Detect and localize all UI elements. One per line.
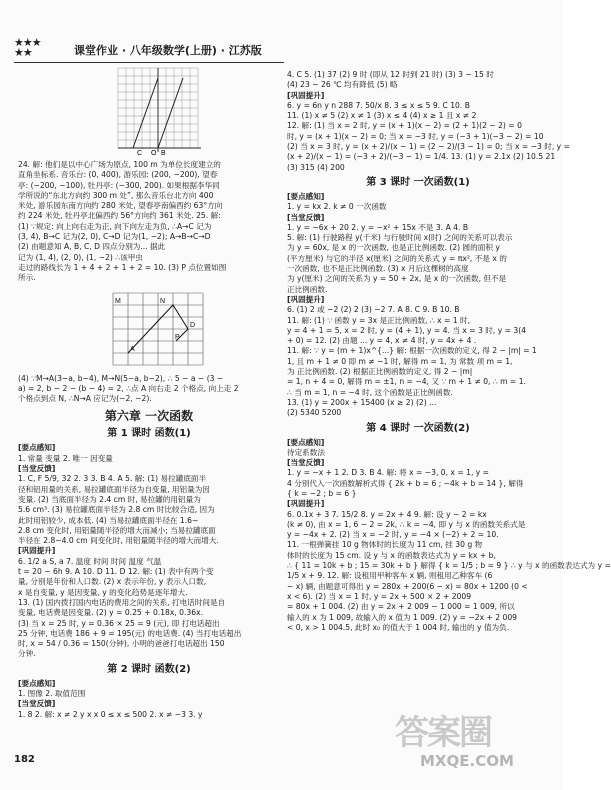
grid-label-m: M [115, 297, 121, 305]
q24-line: 24. 解: 他们是以中心广场为原点, 100 m 为单位长度建立的 [18, 160, 221, 169]
tag-consolidate: [巩固提升] [287, 499, 325, 509]
header-title: 课堂作业 · 八年级数学(上册) · 江苏版 [74, 44, 262, 57]
tag-consolidate: [巩固提升] [287, 294, 325, 304]
q24-line: (3, 4), B→C 记为(2, 0), C→D 记为(1, −2); A→B→C→D [18, 232, 211, 242]
chapter-title: 第六章 一次函数 [104, 409, 194, 424]
q24-line: 约 224 米处, 牡丹亭北偏西约 56°方向约 361 米处. 25. 解: [18, 211, 221, 221]
grid-label-n: N [160, 297, 166, 305]
lesson2-improve-line: 6. y = 6n y n 288 7. 50/x 8. 3 ≤ x ≤ 5 9. C 10. B [287, 100, 470, 110]
tag-key-points: [要点感知] [287, 191, 325, 201]
section-title-lesson2: 第 2 课时 函数(2) [107, 663, 191, 675]
tag-consolidate: [巩固提升] [287, 90, 325, 100]
lesson1-feedback-line: 变量. (2) 当底面半径为 2.4 cm 时, 易拉罐的用铝量为 [18, 494, 201, 504]
section-title-lesson4: 第 4 课时 一次函数(2) [366, 422, 470, 434]
stars-decoration-icon: ★★★ ★★ [14, 36, 41, 59]
q24-line: 亭: (−200, −100), 牡丹亭: (−300, 200). 如果根据李华同 [18, 180, 220, 190]
graph-label-o: O [151, 150, 157, 157]
q4-line: a) = 2, b − 2 − (b − 4) = 2, ∴点 A 向右走 2 个格点, 向上走 2 [18, 383, 239, 393]
lesson4-improve-line: 1/5 x + 9. 12. 解: 设租用甲种客车 x 辆, 则租用乙种客车 (6 [287, 571, 493, 581]
lesson1-improve-line: 6. 1/2 a S, a 7. 温度 时间 时间 温度 气温 [18, 556, 162, 566]
lesson3-feedback-line: 为 y = 60x, 是 x 的一次函数, 也是正比例函数. (2) 圆的面积 y [287, 243, 500, 253]
lesson4-improve-line: y = −4x + 2. (2) 当 x = −2 时, y = −4 × (−2) + 2 = 10. [287, 530, 499, 540]
lesson4-improve-line: ∴ { 11 = 10k + b ; 15 = 30k + b } 解得 { k = 1/5 ; b = 9 } ∴ y 与 x 的函数表达式为 y = [287, 561, 611, 571]
lesson4-improve-line: 11. 一根弹簧挂 10 g 物体时的长度为 11 cm, 挂 30 g 物 [287, 540, 483, 550]
lesson3-basic-line: 1. y = kx 2. k ≠ 0 一次函数 [287, 202, 387, 212]
lesson4-improve-line: 体时的长度为 15 cm. 设 y 与 x 的函数表达式为 y = kx + b, [287, 550, 496, 560]
right-top-line: (4) 23 ~ 26 ℃ 均有降低 (5) 略 [287, 80, 398, 90]
lesson1-improve-line: 13. (1) 国内拨打国内电话的费用之间的关系, 打电话时间是自 [18, 597, 226, 607]
tag-in-class: [当堂反馈] [18, 699, 56, 709]
header-rule [14, 62, 284, 63]
lesson1-feedback-line: 5.6 cm³. (3) 易拉罐底面半径为 2.8 cm 时比较合适, 因为 [18, 505, 215, 515]
lesson1-feedback-line: 2.8 cm 变化时, 用铝量随半径的增大而减小; 当易拉罐底面 [18, 525, 216, 535]
lesson4-feedback-line: 1. y = −x + 1 2. D 3. B 4. 解: 将 x = −3, 0, x = 1, y = [287, 468, 490, 478]
q24-line: 米处, 游乐园东南方向约 280 米处, 望春亭南偏西约 63°方向 [18, 201, 223, 211]
right-top-line: 4. C 5. (1) 37 (2) 9 时 (即从 12 时到 21 时) (3) 3 ~ 15 时 [287, 70, 494, 79]
grid-label-p: P [175, 333, 180, 341]
lesson2-improve-line: (x + 2)/(x − 1) = (−3 + 2)/(−3 − 1) = 1/4. 13. (1) y = 2.1x (2) 10.5 21 [287, 152, 556, 162]
lesson4-feedback-line: 4 分别代入一次函数解析式得 { 2k + b = 6 ; −4k + b = 14 }, 解得 [287, 478, 524, 488]
lesson3-feedback-line: 1. y = −6x + 20 2. y = −x² + 15x 不是 3. A 4. B [287, 222, 469, 232]
grid-label-d: D [190, 321, 196, 329]
lesson1-feedback-line: 半径在 2.8~4.0 cm 间变化时, 用铝量随半径的增大而增大. [18, 536, 219, 546]
lesson3-improve-line: ∴ 当 m = 1, n = −4 时, 这个函数是正比例函数. [287, 387, 453, 397]
section-title-lesson3: 第 3 课时 一次函数(1) [366, 176, 470, 188]
q24-line: 所示. [18, 273, 36, 283]
lesson3-feedback-line: 5. 解: (1) 行驶路程 y(千米) 与行驶时间 x(时) 之间的关系可以表示 [287, 233, 513, 243]
tag-key-points: [要点感知] [18, 443, 56, 453]
lesson4-improve-line: (k ≠ 0), 由 x = 1, 6 − 2 = 2k, ∴ k = −4, 即 y 与 x 的函数关系式是 [287, 519, 526, 529]
lesson3-improve-line: 11. 解: ∵ y = (m + 1)x^{...} 解: 根据一次函数的定义, 得 2 − |m| = 1 [287, 346, 537, 356]
lesson1-feedback-line: 径和铝用量的关系, 易拉罐底面半径为自变量, 用铝量为因 [18, 484, 210, 494]
watermark-url: MXQE.COM [420, 752, 514, 770]
lesson3-improve-line: 1, 且 m + 1 ≠ 0 即 m ≠ −1 时, 解得 m = 1, 为 常数 项 m = 1, [287, 356, 513, 366]
lesson3-feedback-line: 一次函数, 也不是正比例函数. (3) x 月后这棵树的高度 [287, 264, 469, 274]
grid-svg [110, 290, 205, 368]
q24-line: 记为 (1, 4), (2, 0), (1, −2) ∴该甲虫 [18, 252, 143, 262]
tag-in-class: [当堂反馈] [287, 212, 325, 222]
lesson4-improve-line: < 0, x > 1 004.5, 此时 x₀ 的值大于 1 004 时, 输出的 y 值为负. [287, 622, 510, 632]
lesson1-improve-line: (3) 当 x = 25 时, y = 0.36 × 25 = 9 (元), 即 打电话超出 [18, 618, 220, 628]
lesson4-improve-line: 输入的 x 为 1 009, 故输入的 x 值为 1 009. (2) y = −2x + 2 009 [287, 612, 518, 622]
lesson1-feedback-line: 此时用铝较少, 成本低. (4) 当易拉罐底面半径在 1.6~ [18, 515, 199, 525]
lesson1-improve-line: t = 20 − 6h 9. A 10. D 11. D 12. 解: (1) 表中有两个变 [18, 567, 214, 577]
q24-line: (2) 由题意知 A, B, C, D 四点分别为... 据此 [18, 242, 166, 252]
lesson2-improve-line: (3) 315 (4) 200 [287, 162, 345, 172]
lesson2-basic-line: 1. 图像 2. 取值范围 [18, 688, 86, 698]
lesson4-feedback-line: { k = −2 ; b = 6 } [287, 488, 357, 498]
q4-line: 个格点到点 N, ∴N→A 应记为(−2, −2). [18, 394, 152, 404]
lesson2-improve-line: 12. 解: (1) 当 x = 2 时, y = (x + 1)(x − 2) = (2 + 1)(2 − 2) = 0 [287, 121, 522, 131]
lesson2-improve-line: (2) 当 x = 3 时, y = (x + 2)/(x − 1) = (2 − 2)/(3 − 1) = 0; 当 x = −3 时, y = [287, 142, 570, 152]
lesson1-improve-line: 分钟. [18, 649, 36, 659]
q24-line: 直角坐标系. 音乐台: (0, 400), 游乐园: (200, −200), 望春 [18, 170, 218, 180]
lesson4-improve-line: = 80x + 1 004. (2) 由 y = 2x + 2 009 − 1 000 = 1 009, 所以 [287, 602, 515, 612]
lesson1-feedback-line: 1. C, F 5/9, 32 2. 3 3. B 4. A 5. 解: (1) 易拉罐底面半 [18, 474, 207, 484]
tag-key-points: [要点感知] [18, 678, 56, 688]
lesson1-improve-line: 25 分钟, 电话费 186 + 9 = 195(元) 的电话费. (4) 当打电话超出 [18, 628, 242, 638]
lesson1-improve-line: 量, 分别是年份和人口数. (2) x 表示年份, y 表示人口数, [18, 577, 207, 587]
tag-in-class: [当堂反馈] [287, 458, 325, 468]
lesson1-improve-line: 时, x = 54 / 0.36 = 150(分钟), 小明的爸爸打电话超出 150 [18, 639, 225, 649]
lesson4-basic-line: 待定系数法 [287, 447, 325, 457]
lesson1-basic-line: 1. 常量 变量 2. 唯一 因变量 [18, 453, 113, 463]
lesson3-improve-line: 6. (1) 2 或 −2 (2) 2 (3) −2 7. A 8. C 9. B 10. B [287, 305, 460, 315]
grid-path-figure [110, 290, 205, 368]
q24-line: 学所说的“东北方向约 300 m 处”, 那么音乐台北方向 400 [18, 190, 214, 200]
lesson3-improve-line: 13. (1) y = 200x + 15400 (x ≥ 2) (2) ... [287, 397, 437, 407]
lesson3-feedback-line: (平方厘米) 与它的半径 x(厘米) 之间的关系式 y = πx², 不是 x 的 [287, 253, 507, 263]
left-column [18, 68, 280, 750]
grid-label-a: A [130, 345, 135, 353]
lesson2-feedback-line: 1. 8 2. 解: x ≠ 2 y x x 0 ≤ x ≤ 500 2. x ≠ −3 3. y [18, 709, 203, 719]
section-title-lesson1: 第 1 课时 函数(1) [107, 428, 191, 440]
q24-line: 走过的路线长为 1 + 4 + 2 + 1 + 2 = 10. (3) P 点位置如图 [18, 262, 227, 272]
lesson3-improve-line: (2) 5340 5200 [287, 408, 342, 418]
tag-consolidate: [巩固提升] [18, 546, 56, 556]
watermark-logo: 答案圈 [395, 713, 491, 753]
lesson3-improve-line: 11. 解: (1) ∵ 函数 y = 3x 是正比例函数, ∴ x = 1 时, [287, 315, 471, 325]
lesson1-improve-line: 变量, 电话费是因变量. (2) y = 0.25 + 0.18x, 0.36x. [18, 608, 203, 618]
graph-label-b: B [161, 150, 166, 157]
graph-svg [113, 68, 208, 156]
tag-in-class: [当堂反馈] [18, 464, 56, 474]
coordinate-graph-figure [113, 68, 208, 156]
lesson3-improve-line: 为 正比例函数. (2) 根据正比例函数的定义, 得 2 − |m| [287, 367, 473, 377]
lesson4-improve-line: x < 6). (2) 当 x = 1 时, y = 2x + 500 × 2 + 2009 [287, 591, 472, 601]
lesson1-improve-line: x 是自变量, y 是因变量, y 的变化趋势是逐年增大. [18, 587, 188, 597]
right-column [287, 70, 611, 760]
lesson3-feedback-line: 正比例函数. [287, 284, 328, 294]
lesson2-improve-line: 11. (1) x ≠ 5 (2) x ≠ 1 (3) x ≤ 4 (4) x ≥ 1 且 x ≠ 2 [287, 111, 477, 121]
lesson4-improve-line: − x) 辆, 由题意可得出 y = 280x + 200(6 − x) = 80x + 1200 (0 < [287, 581, 528, 591]
page-header [14, 36, 284, 62]
lesson2-improve-line: 时, y = (x + 1)(x − 2) = 0; 当 x = −3 时, y = (−3 + 1)(−3 − 2) = 10 [287, 131, 544, 141]
tag-key-points: [要点感知] [287, 437, 325, 447]
q4-line: (4) ∵M→A(3−a, b−4), M→N(5−a, b−2), ∴ 5 − a − (3 − [18, 373, 224, 383]
page-number: 182 [14, 754, 35, 765]
lesson3-feedback-line: 为 y(厘米) 之间的关系为 y = 50 + 2x, 是 x 的一次函数, 但不是 [287, 274, 507, 284]
lesson4-improve-line: 6. 0.1x + 3 7. 15/2 8. y = 2x + 4 9. 解: 设 y − 2 = kx [287, 509, 487, 519]
q24-line: (1) ∵规定: 向上向右走为正, 向下向左走为负, ∴A→C 记为 [18, 221, 212, 231]
lesson3-improve-line: + 0) = 12. (2) 由题 ... y = 4, x ≠ 4 时, y = 4x + 4 . [287, 336, 477, 346]
graph-label-c: C [137, 150, 143, 157]
lesson3-improve-line: y = 4 + 1 = 5, x = 2 时, y = (4 + 1), y = 4. 当 x = 3 时, y = 3(4 [287, 325, 527, 335]
lesson3-improve-line: = 1, n + 4 = 0, 解得 m = ±1, n = −4, 又 ∵ m + 1 ≠ 0, ∴ m = 1. [287, 377, 526, 387]
